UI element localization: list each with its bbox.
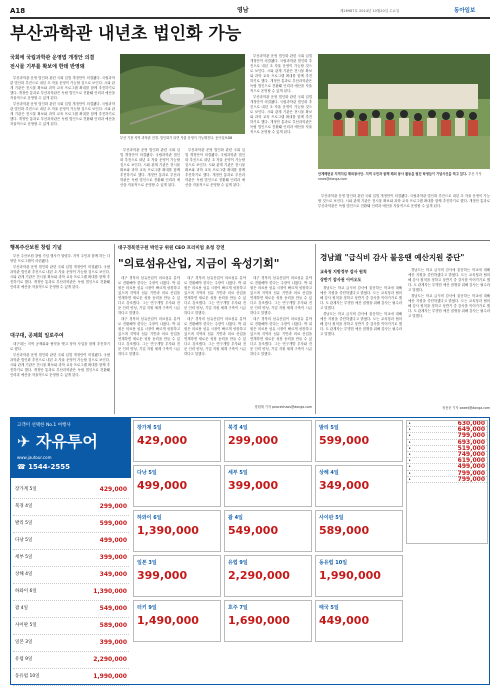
price-value: 519,000	[457, 444, 485, 452]
price-value: 693,000	[457, 438, 485, 446]
tour-list-item[interactable]	[13, 635, 129, 652]
issue-date: 제28987호 2014년 10월20일 수요일	[340, 9, 400, 13]
tour-name: 유럽 9일	[228, 560, 248, 566]
price-value: 799,000	[457, 469, 485, 477]
tour-name: 하와이 6일	[137, 515, 162, 521]
tour-list-item[interactable]	[13, 601, 129, 618]
tour-list-name: 괌 4일	[15, 606, 28, 611]
price-value: 619,000	[457, 457, 485, 465]
divider-right	[315, 244, 316, 414]
tour-name: 사이판 5일	[319, 515, 344, 521]
volunteer-photo-caption: 안계해변공 지역지킴 해외봉사단. 지역 주민과 함께 해외 봉사 활동을 펼친 학생들이 기념사진을 찍고 있다. 부산 기자 news@donga.com	[318, 172, 482, 181]
tour-package[interactable]	[224, 465, 312, 507]
tour-package[interactable]	[315, 555, 403, 597]
price-label: ▸	[409, 433, 411, 438]
tour-package[interactable]	[224, 420, 312, 462]
price-label: ▸	[409, 445, 411, 450]
price-value: 749,000	[457, 451, 485, 459]
price-value: 630,000	[457, 420, 485, 427]
tour-list-name: 북경 4일	[15, 504, 33, 509]
tour-name: 다낭 5일	[137, 470, 157, 476]
tour-price: 1,690,000	[228, 614, 290, 627]
feature-body-1: 대구 경북의 섬유산업이 의료섬유 분야로 전환해야 한다는 주장이 나왔다. 박 위원은 의료용 섬유 시장이 빠르게 성장하고 있으며 지역의 섬유 기반과 의료 산업을 연계하면 새로운 성장 동력을 만들 수 있다고 강조했다. 그는 연구개발 투자와 전문 인력 양성, 기업 지원 체계 구축이 시급하다고 말했다. 대구 경북의 섬유산업이 의료섬유 분야로 전환해야 한다는 주장이 나왔다. 박 위원은 의료용 섬유 시장이 빠르게 성장하고 있으며 지역의 섬유 기반과 의료 산업을 연계하면 새로운 성장 동력을 만들 수 있다고 강조했다. 그는 연구개발 투자와 전문 인력 양성, 기업 지원 체계 구축이 시급하다고 말했다.	[118, 276, 180, 356]
tour-price: 349,000	[319, 479, 370, 492]
brief-2-body: 대구대는 지역 공제회와 협약을 맺고 장학 사업을 함께 추진하기로 했다. 부산과학관 운영 법인화 관련 국회 입법 개정안이 의결됐다. 국립과학관 법인화 추진으로 내년 초 자율 운영이 가능할 것으로 보인다. 시와 관계 기관은 전시물 확보와 과학 교육 프로그램 확대를 함께 추진하기로 했다. 개정안 통과로 부산과학관은 독립 법인으로 전환돼 인력과 예산을 자율적으로 운영할 수 있게 된다.	[10, 342, 110, 377]
price-row[interactable]	[407, 477, 487, 483]
tour-price: 299,000	[228, 434, 279, 447]
ad-left-list	[13, 482, 129, 682]
price-label: ▸	[409, 439, 411, 444]
feature-body-2: 대구 경북의 섬유산업이 의료섬유 분야로 전환해야 한다는 주장이 나왔다. 박 위원은 의료용 섬유 시장이 빠르게 성장하고 있으며 지역의 섬유 기반과 의료 산업을 연계하면 새로운 성장 동력을 만들 수 있다고 강조했다. 그는 연구개발 투자와 전문 인력 양성, 기업 지원 체계 구축이 시급하다고 말했다. 대구 경북의 섬유산업이 의료섬유 분야로 전환해야 한다는 주장이 나왔다. 박 위원은 의료용 섬유 시장이 빠르게 성장하고 있으며 지역의 섬유 기반과 의료 산업을 연계하면 새로운 성장 동력을 만들 수 있다고 강조했다. 그는 연구개발 투자와 전문 인력 양성, 기업 지원 체계 구축이 시급하다고 말했다.	[184, 276, 246, 356]
price-column	[406, 420, 488, 544]
tour-list-item[interactable]	[13, 482, 129, 499]
brief-1-body: 부산 주산보원 창립 기념 행사가 열렸다. 지역 주민과 함께 하는 다양한 프로그램이 마련됐다. 부산과학관 운영 법인화 관련 국회 입법 개정안이 의결됐다. 국립과학관 법인화 추진으로 내년 초 자율 운영이 가능할 것으로 보인다. 시와 관계 기관은 전시물 확보와 과학 교육 프로그램 확대를 함께 추진하기로 했다. 개정안 통과로 부산과학관은 독립 법인으로 전환돼 인력과 예산을 자율적으로 운영할 수 있게 된다.	[10, 254, 110, 289]
brief-2-title: 대구대, 공제회 일로주여	[10, 333, 64, 339]
tour-list-price: 399,000	[99, 639, 127, 646]
lead-body-col4: 부산과학관 운영 법인화 관련 국회 입법 개정안이 의결됐다. 국립과학관 법인화 추진으로 내년 초 자율 운영이 가능할 것으로 보인다. 시와 관계 기관은 전시물 확보와 과학 교육 프로그램 확대를 함께 추진하기로 했다. 개정안 통과로 부산과학관은 독립 법인으로 전환돼 인력과 예산을 자율적으로 운영할 수 있게 된다. 부산과학관 운영 법인화 관련 국회 입법 개정안이 의결됐다. 국립과학관 법인화 추진으로 내년 초 자율 운영이 가능할 것으로 보인다. 시와 관계 기관은 전시물 확보와 과학 교육 프로그램 확대를 함께 추진하기로 했다. 개정안 통과로 부산과학관은 독립 법인으로 전환돼 인력과 예산을 자율적으로 운영할 수 있게 된다.	[250, 54, 312, 134]
tour-package[interactable]	[133, 555, 221, 597]
lead-photo	[120, 54, 245, 134]
lead-body: 부산과학관 운영 법인화 관련 국회 입법 개정안이 의결됐다. 국립과학관 법인화 추진으로 내년 초 자율 운영이 가능할 것으로 보인다. 시와 관계 기관은 전시물 확보와 과학 교육 프로그램 확대를 함께 추진하기로 했다. 개정안 통과로 부산과학관은 독립 법인으로 전환돼 인력과 예산을 자율적으로 운영할 수 있게 된다. 부산과학관 운영 법인화 관련 국회 입법 개정안이 의결됐다. 국립과학관 법인화 추진으로 내년 초 자율 운영이 가능할 것으로 보인다. 시와 관계 기관은 전시물 확보와 과학 교육 프로그램 확대를 함께 추진하기로 했다. 개정안 통과로 부산과학관은 독립 법인으로 전환돼 인력과 예산을 자율적으로 운영할 수 있게 된다.	[10, 76, 115, 126]
tour-list-item[interactable]	[13, 618, 129, 635]
tour-package[interactable]	[133, 465, 221, 507]
ad-brand-block	[11, 418, 131, 478]
tour-list-name: 다낭 5일	[15, 538, 33, 543]
tour-list-item[interactable]	[13, 652, 129, 669]
price-label: ▸	[409, 421, 411, 425]
column-deck-1: 교육청 지방정부 감사 원칙	[320, 269, 367, 274]
volunteer-photo	[318, 54, 490, 169]
tour-price: 399,000	[228, 479, 279, 492]
brief-1-title: 행복주산보원 창립 기념	[10, 245, 62, 251]
lead-photo-caption: 부산 기장 지역 과학관 전경. 법인화가 되면 자율 운영이 가능해진다. 동아일보DB	[120, 136, 233, 140]
tour-list-price: 1,390,000	[93, 588, 127, 595]
lead-deck-1: 국회에 국립과학관 운영법 개정안 의결	[10, 55, 95, 61]
lead-body-col3: 부산과학관 운영 법인화 관련 국회 입법 개정안이 의결됐다. 국립과학관 법인화 추진으로 내년 초 자율 운영이 가능할 것으로 보인다. 시와 관계 기관은 전시물 확보와 과학 교육 프로그램 확대를 함께 추진하기로 했다. 개정안 통과로 부산과학관은 독립 법인으로 전환돼 인력과 예산을 자율적으로 운영할 수 있게 된다.	[185, 148, 245, 187]
page-header	[10, 6, 490, 16]
tour-price: 399,000	[137, 569, 188, 582]
tour-package[interactable]	[224, 510, 312, 552]
page-number: A18	[10, 7, 26, 15]
tour-price: 1,490,000	[137, 614, 199, 627]
tour-price: 2,290,000	[228, 569, 290, 582]
tour-list-item[interactable]	[13, 499, 129, 516]
tour-name: 세부 5일	[228, 470, 248, 476]
column-body-2: 경남도는 학교 급식비 감사에 불응하는 학교에 대해 예산 지원을 중단하겠다고 밝혔다. 도는 교육청과 협의해 감사 원칙을 정하고 상반기 중 감사를 이어가기로 했다. 도 관계자는 투명한 예산 집행을 위해 감사는 필수라고 말했다. 경남도는 학교 급식비 감사에 불응하는 학교에 대해 예산 지원을 중단하겠다고 밝혔다. 도는 교육청과 협의해 감사 원칙을 정하고 상반기 중 감사를 이어가기로 했다. 도 관계자는 투명한 예산 집행을 위해 감사는 필수라고 말했다.	[408, 268, 490, 318]
price-label: ▸	[409, 458, 411, 463]
feature-credit: 장원재 기자 peacechaos@donga.com	[254, 405, 312, 409]
price-label: ▸	[409, 470, 411, 475]
divider-left	[114, 244, 115, 414]
section-name: 영남	[237, 7, 249, 14]
tour-list-name: 하와이 6일	[15, 589, 37, 594]
tour-list-item[interactable]	[13, 584, 129, 601]
tour-price: 429,000	[137, 434, 188, 447]
tour-name: 발리 5일	[319, 425, 339, 431]
tour-list-item[interactable]	[13, 567, 129, 584]
tour-list-price: 549,000	[99, 605, 127, 612]
feature-body-3: 대구 경북의 섬유산업이 의료섬유 분야로 전환해야 한다는 주장이 나왔다. 박 위원은 의료용 섬유 시장이 빠르게 성장하고 있으며 지역의 섬유 기반과 의료 산업을 연계하면 새로운 성장 동력을 만들 수 있다고 강조했다. 그는 연구개발 투자와 전문 인력 양성, 기업 지원 체계 구축이 시급하다고 말했다. 대구 경북의 섬유산업이 의료섬유 분야로 전환해야 한다는 주장이 나왔다. 박 위원은 의료용 섬유 시장이 빠르게 성장하고 있으며 지역의 섬유 기반과 의료 산업을 연계하면 새로운 성장 동력을 만들 수 있다고 강조했다. 그는 연구개발 투자와 전문 인력 양성, 기업 지원 체계 구축이 시급하다고 말했다.	[250, 276, 312, 356]
feature-headline: "의료섬유산업, 지금이 육성기회"	[118, 257, 280, 270]
volunteer-body: 부산과학관 운영 법인화 관련 국회 입법 개정안이 의결됐다. 국립과학관 법인화 추진으로 내년 초 자율 운영이 가능할 것으로 보인다. 시와 관계 기관은 전시물 확보와 과학 교육 프로그램 확대를 함께 추진하기로 했다. 개정안 통과로 부산과학관은 독립 법인으로 전환돼 인력과 예산을 자율적으로 운영할 수 있게 된다.	[318, 194, 490, 208]
tour-list-name: 동유럽 10일	[15, 674, 40, 679]
price-label: ▸	[409, 427, 411, 432]
plane-icon: ✈	[17, 432, 31, 451]
price-label: ▸	[409, 476, 411, 481]
tour-grid	[133, 420, 403, 682]
brand-name: 동아일보	[454, 8, 476, 14]
tour-package[interactable]	[133, 420, 221, 462]
tour-package[interactable]	[315, 465, 403, 507]
tour-price: 449,000	[319, 614, 370, 627]
column-deck-2: 상반기 감사권 이어오도	[320, 277, 362, 282]
tour-list-name: 발리 5일	[15, 521, 33, 526]
phone-icon: ☎	[17, 463, 26, 471]
feature-kicker: 대구경북연구원 박인규 위원 CEO 프리미엄 초청 강연	[118, 246, 225, 251]
tour-name: 일본 3일	[137, 560, 157, 566]
tour-list-name: 상해 4일	[15, 572, 33, 577]
tour-list-price: 599,000	[99, 520, 127, 527]
tour-name: 북경 4일	[228, 425, 248, 431]
header-rule	[10, 17, 490, 19]
tour-list-price: 349,000	[99, 571, 127, 578]
tour-price: 1,990,000	[319, 569, 381, 582]
price-label: ▸	[409, 464, 411, 469]
aerial-photo	[120, 54, 245, 134]
price-value: 799,000	[457, 475, 485, 483]
price-label: ▸	[409, 452, 411, 457]
tour-package[interactable]	[315, 600, 403, 642]
tour-package[interactable]	[224, 555, 312, 597]
tour-list-price: 499,000	[99, 537, 127, 544]
tour-name: 상해 4일	[319, 470, 339, 476]
tour-name: 괌 4일	[228, 515, 243, 521]
tour-list-price: 429,000	[99, 486, 127, 493]
tour-price: 589,000	[319, 524, 370, 537]
tour-name: 터키 9일	[137, 605, 157, 611]
tour-name: 동유럽 10일	[319, 560, 348, 566]
tour-name: 장가계 5일	[137, 425, 162, 431]
tour-price: 1,390,000	[137, 524, 199, 537]
tour-package[interactable]	[133, 510, 221, 552]
ad-url[interactable]: www.jautour.com	[17, 455, 52, 460]
section-rule-1	[10, 240, 490, 241]
tour-list-name: 사이판 5일	[15, 623, 37, 628]
tour-list-name: 장가계 5일	[15, 487, 37, 492]
lead-body-col2: 부산과학관 운영 법인화 관련 국회 입법 개정안이 의결됐다. 국립과학관 법인화 추진으로 내년 초 자율 운영이 가능할 것으로 보인다. 시와 관계 기관은 전시물 확보와 과학 교육 프로그램 확대를 함께 추진하기로 했다. 개정안 통과로 부산과학관은 독립 법인으로 전환돼 인력과 예산을 자율적으로 운영할 수 있게 된다.	[120, 148, 180, 187]
tour-package[interactable]	[224, 600, 312, 642]
tour-list-price: 589,000	[99, 622, 127, 629]
tour-package[interactable]	[315, 510, 403, 552]
tour-list-item[interactable]	[13, 669, 129, 686]
tour-list-name: 유럽 9일	[15, 657, 33, 662]
tour-list-price: 1,990,000	[93, 673, 127, 680]
tour-name: 호주 7일	[228, 605, 248, 611]
tour-list-price: 399,000	[99, 554, 127, 561]
group-photo	[318, 54, 490, 169]
lead-headline: 부산과학관 내년초 법인화 가능	[10, 24, 242, 44]
tour-list-item[interactable]	[13, 533, 129, 550]
column-body-1: 경남도는 학교 급식비 감사에 불응하는 학교에 대해 예산 지원을 중단하겠다고 밝혔다. 도는 교육청과 협의해 감사 원칙을 정하고 상반기 중 감사를 이어가기로 했다. 도 관계자는 투명한 예산 집행을 위해 감사는 필수라고 말했다. 경남도는 학교 급식비 감사에 불응하는 학교에 대해 예산 지원을 중단하겠다고 밝혔다. 도는 교육청과 협의해 감사 원칙을 정하고 상반기 중 감사를 이어가기로 했다. 도 관계자는 투명한 예산 집행을 위해 감사는 필수라고 말했다.	[320, 286, 402, 336]
tour-price: 549,000	[228, 524, 279, 537]
tour-price: 599,000	[319, 434, 370, 447]
column-credit: 정용운 기자 sweet@donga.com	[442, 406, 490, 410]
tour-name: 태국 5일	[319, 605, 339, 611]
ad-phone[interactable]: ☎ 1544-2555	[17, 463, 71, 471]
tour-list-name: 일본 3일	[15, 640, 33, 645]
travel-ad	[10, 417, 490, 685]
price-value: 799,000	[457, 432, 485, 440]
tour-list-price: 299,000	[99, 503, 127, 510]
ad-tagline: 고객이 선택한 No.1 여행사	[17, 423, 71, 428]
tour-list-name: 세부 5일	[15, 555, 33, 560]
price-value: 649,000	[457, 426, 485, 434]
lead-deck-2: 전시물 기부를 확보에 한데 반영돼	[10, 64, 85, 70]
price-value: 499,000	[457, 463, 485, 471]
tour-list-item[interactable]	[13, 550, 129, 567]
tour-list-item[interactable]	[13, 516, 129, 533]
column-headline: 경남道 "급식비 감사 불응땐 예산지원 중단"	[320, 253, 465, 262]
tour-package[interactable]	[133, 600, 221, 642]
tour-package[interactable]	[315, 420, 403, 462]
tour-price: 499,000	[137, 479, 188, 492]
tour-list-price: 2,290,000	[93, 656, 127, 663]
ad-brand: ✈ 자유투어	[17, 432, 98, 451]
